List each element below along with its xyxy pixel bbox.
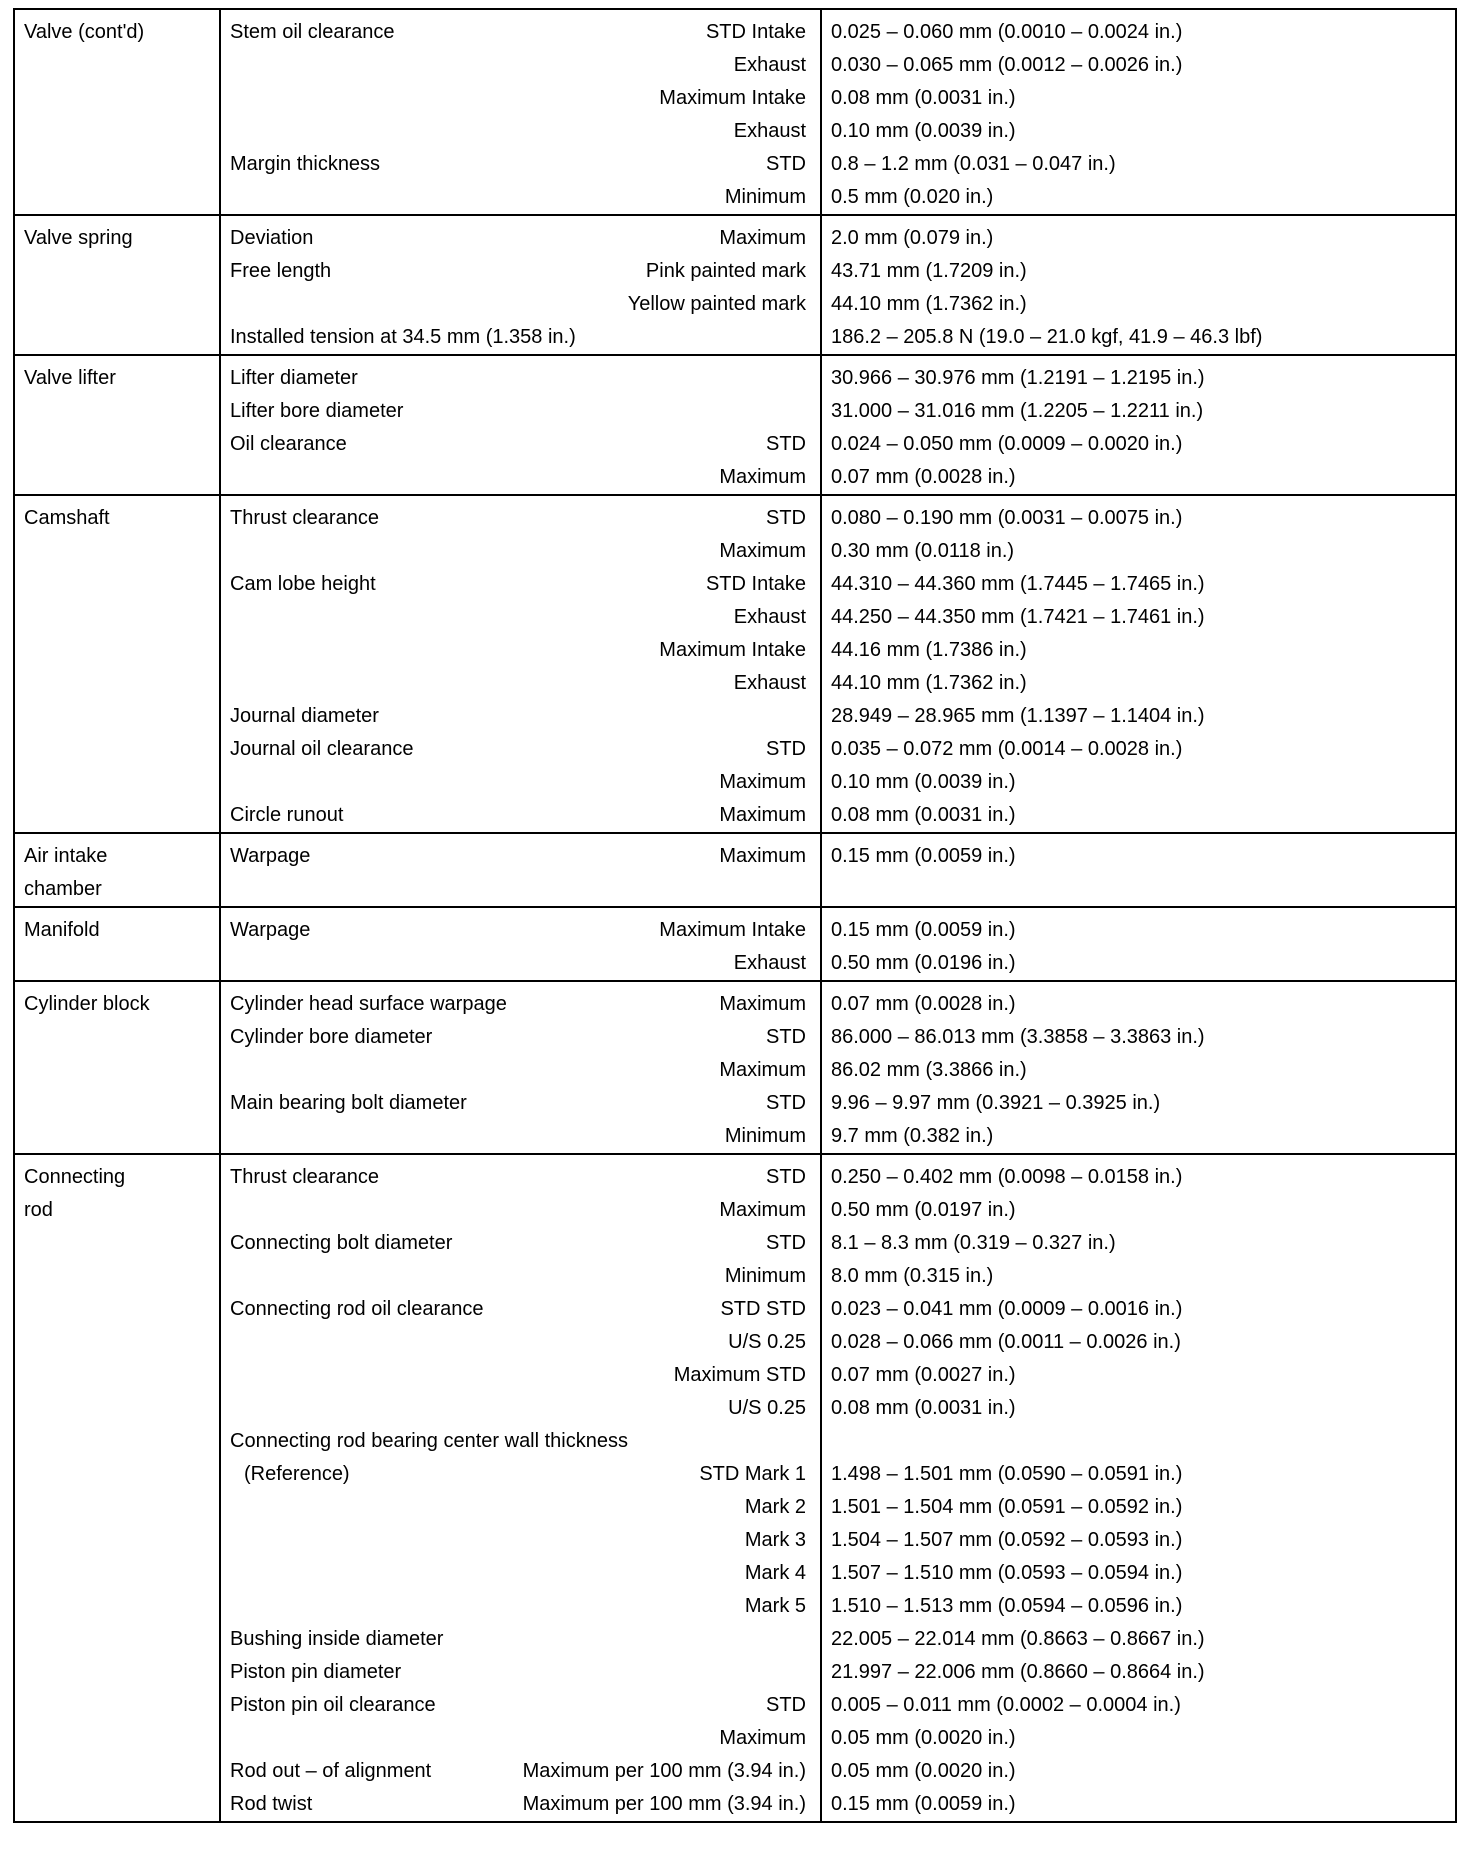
item-row [230, 49, 806, 82]
condition-label: Minimum [724, 1265, 806, 1287]
item-label: Cylinder head surface warpage [230, 993, 507, 1015]
item-row [230, 428, 806, 461]
condition-label: Maximum Intake [659, 919, 806, 941]
spec-value: 0.023 – 0.041 mm (0.0009 – 0.0016 in.) [831, 1298, 1183, 1320]
condition-label: Mark 5 [744, 1595, 806, 1617]
value-cell [822, 982, 1455, 1153]
spec-value: 0.028 – 0.066 mm (0.0011 – 0.0026 in.) [831, 1331, 1181, 1353]
spec-value: 1.504 – 1.507 mm (0.0592 – 0.0593 in.) [831, 1529, 1183, 1551]
spec-value: 9.7 mm (0.382 in.) [831, 1125, 994, 1147]
item-label: Connecting rod bearing center wall thickness [230, 1430, 628, 1452]
spec-section [15, 980, 1455, 1153]
condition-label: Exhaust [733, 120, 806, 142]
item-label: Main bearing bolt diameter [230, 1092, 467, 1114]
item-row [230, 733, 806, 766]
item-row [230, 766, 806, 799]
condition-label: Maximum [719, 804, 806, 826]
spec-section [15, 10, 1455, 214]
item-label: Connecting rod oil clearance [230, 1298, 484, 1320]
item-row [230, 461, 806, 494]
condition-label: STD [766, 507, 806, 529]
spec-value: 44.10 mm (1.7362 in.) [831, 672, 1027, 694]
spec-value: 86.000 – 86.013 mm (3.3858 – 3.3863 in.) [831, 1026, 1205, 1048]
condition-label: Maximum [719, 993, 806, 1015]
category-label: Valve lifter [24, 367, 116, 389]
condition-label: Maximum Intake [659, 639, 806, 661]
spec-value: 0.08 mm (0.0031 in.) [831, 87, 1016, 109]
spec-section [15, 1153, 1455, 1821]
item-row [230, 1656, 806, 1689]
item-row [230, 321, 806, 354]
item-label: Warpage [230, 919, 311, 941]
spec-value: 0.07 mm (0.0028 in.) [831, 466, 1016, 488]
condition-label: STD [766, 1232, 806, 1254]
spec-value: 0.07 mm (0.0028 in.) [831, 993, 1016, 1015]
spec-value: 8.0 mm (0.315 in.) [831, 1265, 994, 1287]
item-row [230, 502, 806, 535]
spec-value: 1.510 – 1.513 mm (0.0594 – 0.0596 in.) [831, 1595, 1183, 1617]
condition-label: Mark 4 [744, 1562, 806, 1584]
category-cell [15, 908, 221, 980]
spec-value: 22.005 – 22.014 mm (0.8663 – 0.8667 in.) [831, 1628, 1205, 1650]
item-row [230, 148, 806, 181]
spec-value: 0.8 – 1.2 mm (0.031 – 0.047 in.) [831, 153, 1116, 175]
condition-label: STD [766, 738, 806, 760]
item-label: Oil clearance [230, 433, 347, 455]
category-label: chamber [24, 878, 102, 900]
item-label: Cam lobe height [230, 573, 376, 595]
condition-label: Pink painted mark [645, 260, 806, 282]
item-row [230, 1260, 806, 1293]
condition-label: Maximum [719, 466, 806, 488]
item-row [230, 1021, 806, 1054]
spec-value: 44.310 – 44.360 mm (1.7445 – 1.7465 in.) [831, 573, 1205, 595]
condition-label: Maximum Intake [659, 87, 806, 109]
spec-value: 28.949 – 28.965 mm (1.1397 – 1.1404 in.) [831, 705, 1205, 727]
spec-value: 43.71 mm (1.7209 in.) [831, 260, 1027, 282]
item-row [230, 1194, 806, 1227]
condition-label: Minimum [724, 1125, 806, 1147]
spec-table [13, 8, 1457, 1823]
item-row [230, 914, 806, 947]
item-label: Bushing inside diameter [230, 1628, 444, 1650]
condition-label: STD [766, 433, 806, 455]
category-cell [15, 834, 221, 906]
condition-label: STD [766, 1026, 806, 1048]
value-cell [822, 216, 1455, 354]
item-cell [221, 216, 822, 354]
condition-label: Maximum per 100 mm (3.94 in.) [522, 1760, 806, 1782]
item-label: Circle runout [230, 804, 344, 826]
condition-label: Maximum STD [673, 1364, 806, 1386]
spec-value: 0.10 mm (0.0039 in.) [831, 771, 1016, 793]
item-row [230, 1054, 806, 1087]
value-cell [822, 908, 1455, 980]
value-cell [822, 10, 1455, 214]
condition-label: STD STD [720, 1298, 806, 1320]
item-row [230, 1623, 806, 1656]
condition-label: Maximum [719, 845, 806, 867]
item-row [230, 82, 806, 115]
condition-label: STD Intake [705, 21, 806, 43]
item-row [230, 1227, 806, 1260]
spec-value: 0.30 mm (0.0118 in.) [831, 540, 1015, 562]
condition-label: Minimum [724, 186, 806, 208]
spec-value [831, 873, 1455, 906]
condition-label: Exhaust [733, 952, 806, 974]
condition-label: Maximum [719, 1727, 806, 1749]
condition-label: Maximum per 100 mm (3.94 in.) [522, 1793, 806, 1815]
spec-value: 0.080 – 0.190 mm (0.0031 – 0.0075 in.) [831, 507, 1183, 529]
spec-value: 0.025 – 0.060 mm (0.0010 – 0.0024 in.) [831, 21, 1183, 43]
value-cell [822, 356, 1455, 494]
item-row [230, 1392, 806, 1425]
category-label: Valve spring [24, 227, 133, 249]
item-cell [221, 10, 822, 214]
spec-value: 0.50 mm (0.0196 in.) [831, 952, 1016, 974]
item-row [230, 222, 806, 255]
condition-label: STD [766, 1694, 806, 1716]
condition-label: Maximum [719, 540, 806, 562]
spec-value: 0.08 mm (0.0031 in.) [831, 1397, 1016, 1419]
item-label: Piston pin diameter [230, 1661, 402, 1683]
item-label: Deviation [230, 227, 314, 249]
item-label: Lifter diameter [230, 367, 358, 389]
spec-value: 0.05 mm (0.0020 in.) [831, 1760, 1016, 1782]
item-row [230, 601, 806, 634]
item-row [230, 1755, 806, 1788]
item-label: Lifter bore diameter [230, 400, 404, 422]
item-label: Margin thickness [230, 153, 381, 175]
spec-value: 44.10 mm (1.7362 in.) [831, 293, 1027, 315]
item-row [230, 988, 806, 1021]
category-cell [15, 356, 221, 494]
spec-value: 44.16 mm (1.7386 in.) [831, 639, 1027, 661]
item-row [230, 362, 806, 395]
category-cell [15, 982, 221, 1153]
spec-value: 0.08 mm (0.0031 in.) [831, 804, 1016, 826]
item-row [230, 700, 806, 733]
category-cell [15, 216, 221, 354]
condition-label: Mark 3 [744, 1529, 806, 1551]
item-row [230, 634, 806, 667]
item-row [230, 1120, 806, 1153]
condition-label: STD Mark 1 [699, 1463, 806, 1485]
item-row [230, 1458, 806, 1491]
condition-label: U/S 0.25 [728, 1331, 806, 1353]
spec-value: 2.0 mm (0.079 in.) [831, 227, 994, 249]
item-row [230, 115, 806, 148]
item-row [230, 1161, 806, 1194]
condition-label: Maximum [719, 1199, 806, 1221]
spec-value: 0.5 mm (0.020 in.) [831, 186, 994, 208]
item-label: Cylinder bore diameter [230, 1026, 433, 1048]
item-row [230, 1359, 806, 1392]
condition-label: Mark 2 [744, 1496, 806, 1518]
condition-label: STD Intake [705, 573, 806, 595]
condition-label: STD [766, 1166, 806, 1188]
item-row [230, 1788, 806, 1821]
spec-value: 0.15 mm (0.0059 in.) [831, 919, 1016, 941]
spec-value [831, 1425, 1455, 1458]
spec-value: 44.250 – 44.350 mm (1.7421 – 1.7461 in.) [831, 606, 1205, 628]
item-cell [221, 908, 822, 980]
spec-value: 0.50 mm (0.0197 in.) [831, 1199, 1016, 1221]
item-row [230, 1722, 806, 1755]
item-row [230, 568, 806, 601]
condition-label: Exhaust [733, 672, 806, 694]
condition-label: STD [766, 153, 806, 175]
item-cell [221, 834, 822, 906]
condition-label: STD [766, 1092, 806, 1114]
spec-value: 1.498 – 1.501 mm (0.0590 – 0.0591 in.) [831, 1463, 1183, 1485]
category-label: Air intake [24, 845, 108, 867]
item-row [230, 1087, 806, 1120]
item-label: Rod out – of alignment [230, 1760, 432, 1782]
item-row [230, 1293, 806, 1326]
item-label: Warpage [230, 845, 311, 867]
category-label: Camshaft [24, 507, 110, 529]
item-label: Installed tension at 34.5 mm (1.358 in.) [230, 326, 576, 348]
item-row [230, 840, 806, 873]
condition-label: Exhaust [733, 54, 806, 76]
item-row [230, 667, 806, 700]
item-row [230, 1524, 806, 1557]
value-cell [822, 834, 1455, 906]
condition-label: Exhaust [733, 606, 806, 628]
spec-value: 9.96 – 9.97 mm (0.3921 – 0.3925 in.) [831, 1092, 1161, 1114]
item-label: Thrust clearance [230, 507, 379, 529]
item-row [230, 947, 806, 980]
item-cell [221, 356, 822, 494]
item-row [230, 1425, 806, 1458]
spec-section [15, 832, 1455, 906]
category-cell [15, 496, 221, 832]
category-label: Cylinder block [24, 993, 150, 1015]
item-row [230, 1326, 806, 1359]
spec-section [15, 494, 1455, 832]
condition-label: Maximum [719, 227, 806, 249]
item-row [230, 181, 806, 214]
item-row [230, 873, 806, 906]
item-label: Free length [230, 260, 332, 282]
item-label: (Reference) [244, 1463, 350, 1485]
value-cell [822, 1155, 1455, 1821]
item-row [230, 1491, 806, 1524]
condition-label: Maximum [719, 771, 806, 793]
spec-value: 0.024 – 0.050 mm (0.0009 – 0.0020 in.) [831, 433, 1183, 455]
spec-value: 0.250 – 0.402 mm (0.0098 – 0.0158 in.) [831, 1166, 1183, 1188]
category-label: Manifold [24, 919, 100, 941]
spec-value: 0.10 mm (0.0039 in.) [831, 120, 1016, 142]
spec-value: 30.966 – 30.976 mm (1.2191 – 1.2195 in.) [831, 367, 1205, 389]
spec-value: 31.000 – 31.016 mm (1.2205 – 1.2211 in.) [831, 400, 1204, 422]
spec-value: 0.030 – 0.065 mm (0.0012 – 0.0026 in.) [831, 54, 1183, 76]
item-label: Journal oil clearance [230, 738, 414, 760]
spec-value: 21.997 – 22.006 mm (0.8660 – 0.8664 in.) [831, 1661, 1205, 1683]
item-cell [221, 1155, 822, 1821]
value-cell [822, 496, 1455, 832]
spec-value: 0.05 mm (0.0020 in.) [831, 1727, 1016, 1749]
spec-section [15, 906, 1455, 980]
category-label: rod [24, 1199, 53, 1221]
category-label: Valve (cont'd) [24, 21, 145, 43]
item-label: Piston pin oil clearance [230, 1694, 436, 1716]
item-row [230, 535, 806, 568]
spec-value: 186.2 – 205.8 N (19.0 – 21.0 kgf, 41.9 – 46.3 lbf) [831, 326, 1263, 348]
spec-section [15, 354, 1455, 494]
category-cell [15, 1155, 221, 1821]
item-row [230, 1590, 806, 1623]
spec-value: 86.02 mm (3.3866 in.) [831, 1059, 1027, 1081]
spec-value: 0.15 mm (0.0059 in.) [831, 845, 1016, 867]
condition-label: Maximum [719, 1059, 806, 1081]
category-cell [15, 10, 221, 214]
item-row [230, 1689, 806, 1722]
item-row [230, 395, 806, 428]
item-row [230, 288, 806, 321]
spec-value: 0.035 – 0.072 mm (0.0014 – 0.0028 in.) [831, 738, 1183, 760]
item-label: Journal diameter [230, 705, 379, 727]
spec-value: 0.15 mm (0.0059 in.) [831, 1793, 1016, 1815]
item-row [230, 255, 806, 288]
condition-label: Yellow painted mark [627, 293, 806, 315]
spec-value: 8.1 – 8.3 mm (0.319 – 0.327 in.) [831, 1232, 1116, 1254]
item-label: Rod twist [230, 1793, 313, 1815]
item-row [230, 799, 806, 832]
spec-section [15, 214, 1455, 354]
item-row [230, 16, 806, 49]
item-label: Connecting bolt diameter [230, 1232, 453, 1254]
condition-label: U/S 0.25 [728, 1397, 806, 1419]
item-row [230, 1557, 806, 1590]
spec-value: 1.501 – 1.504 mm (0.0591 – 0.0592 in.) [831, 1496, 1183, 1518]
category-label: Connecting [24, 1166, 126, 1188]
item-cell [221, 982, 822, 1153]
item-label: Stem oil clearance [230, 21, 395, 43]
spec-value: 1.507 – 1.510 mm (0.0593 – 0.0594 in.) [831, 1562, 1183, 1584]
spec-value: 0.005 – 0.011 mm (0.0002 – 0.0004 in.) [831, 1694, 1181, 1716]
spec-value: 0.07 mm (0.0027 in.) [831, 1364, 1016, 1386]
item-label: Thrust clearance [230, 1166, 379, 1188]
item-cell [221, 496, 822, 832]
